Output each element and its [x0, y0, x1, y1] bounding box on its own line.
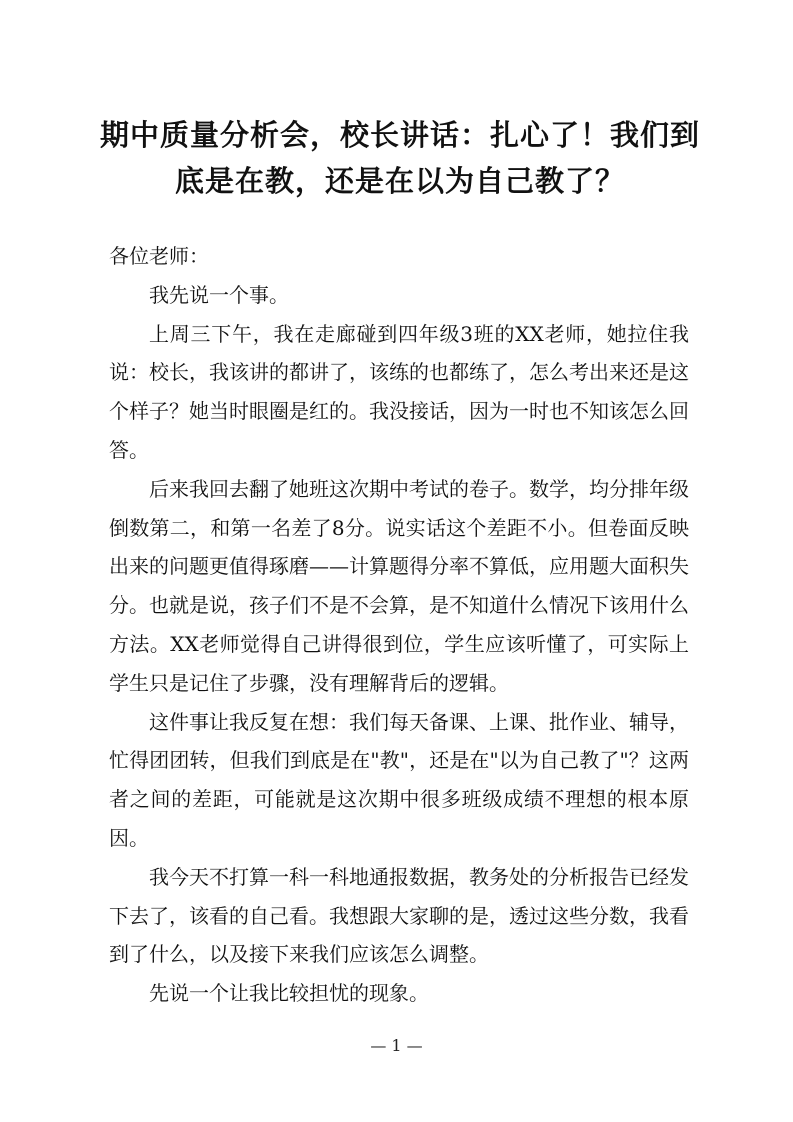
page-number: — 1 —	[370, 1036, 423, 1055]
paragraph-1: 我先说一个事。	[149, 282, 289, 307]
paragraph-4: 这件事让我反复在想：我们每天备课、上课、批作业、辅导，忙得团团转，但我们到底是在"教"，还是在"以为自己教了"？这两者之间的差距，可能就是这次期中很多班级成绩不理想的根本原因。	[109, 709, 689, 850]
paragraph-3: 后来我回去翻了她班这次期中考试的卷子。数学，均分排年级倒数第二，和第一名差了8分。说实话这个差距不小。但卷面反映出来的问题更值得琢磨——计算题得分率不算低，应用题大面积失分。也就是说，孩子们不是不会算，是不知道什么情况下该用什么方法。XX老师觉得自己讲得很到位，学生应该听懂了，可实际上学生只是记住了步骤，没有理解背后的逻辑。	[109, 476, 689, 695]
paragraph-6: 先说一个让我比较担忧的现象。	[149, 981, 429, 1006]
document-title: 期中质量分析会，校长讲话：扎心了！我们到底是在教，还是在以为自己教了？	[100, 118, 701, 198]
paragraph-5: 我今天不打算一科一科地通报数据，教务处的分析报告已经发下去了，该看的自己看。我想跟大家聊的是，透过这些分数，我看到了什么，以及接下来我们应该怎么调整。	[109, 864, 689, 967]
greeting: 各位老师：	[109, 244, 209, 268]
paragraph-2: 上周三下午，我在走廊碰到四年级3班的XX老师，她拉住我说：校长，我该讲的都讲了，该练的也都练了，怎么考出来还是这个样子？她当时眼圈是红的。我没接话，因为一时也不知该怎么回答。	[109, 321, 689, 462]
document-body	[109, 237, 689, 1013]
